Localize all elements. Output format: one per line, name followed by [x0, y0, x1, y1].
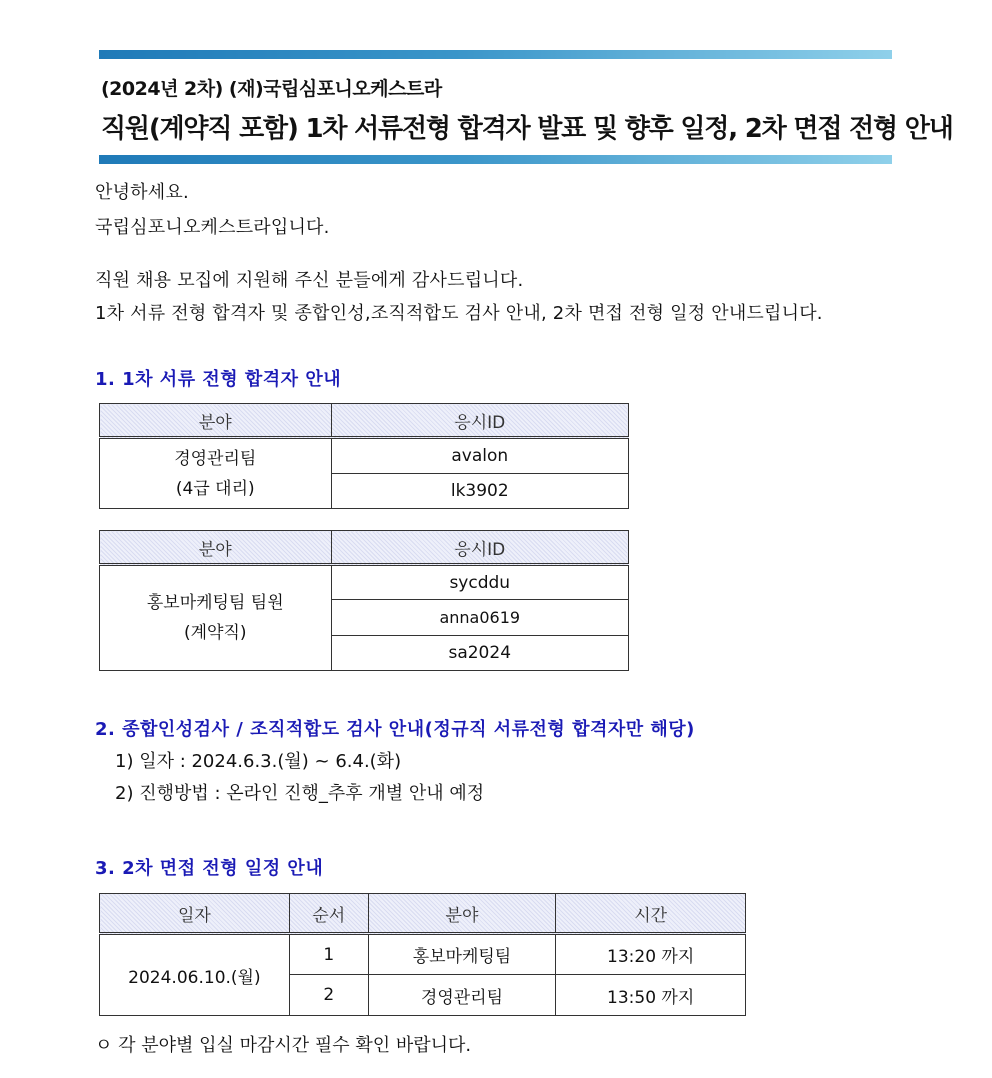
field-grade: (4급 대리) — [175, 478, 255, 499]
greeting-line-2: 국립심포니오케스트라입니다. — [95, 217, 330, 238]
interview-date: 2024.06.10.(월) — [100, 934, 290, 1016]
column-header-time: 시간 — [556, 894, 746, 934]
column-header-field: 분야 — [100, 404, 332, 438]
column-header-id: 응시ID — [331, 531, 629, 565]
interview-order: 2 — [289, 975, 368, 1016]
interview-order: 1 — [289, 934, 368, 975]
interview-schedule-table — [99, 893, 746, 1016]
interview-field: 홍보마케팅팀 — [368, 934, 556, 975]
test-method-item: 2) 진행방법 : 온라인 진행_추후 개별 안내 예정 — [115, 783, 485, 804]
column-header-date: 일자 — [100, 894, 290, 934]
interview-time: 13:50 까지 — [556, 975, 746, 1016]
header-subtitle: (2024년 2차) (재)국립심포니오케스트라 — [101, 78, 442, 100]
field-cell — [100, 565, 332, 671]
header-top-bar — [99, 50, 892, 59]
applicant-id: sa2024 — [331, 636, 629, 671]
field-grade: (계약직) — [183, 623, 247, 643]
column-header-id: 응시ID — [331, 404, 628, 438]
interview-time: 13:20 까지 — [556, 934, 746, 975]
interview-field: 경영관리팀 — [368, 975, 556, 1016]
applicant-id: sycddu — [331, 565, 629, 600]
applicant-id: avalon — [331, 438, 628, 474]
greeting-line-1: 안녕하세요. — [95, 182, 189, 203]
section3-heading: 3. 2차 면접 전형 일정 안내 — [95, 858, 324, 879]
page-title: 직원(계약직 포함) 1차 서류전형 합격자 발표 및 향후 일정, 2차 면접 전형 안내 — [101, 114, 953, 144]
field-name: 경영관리팀 — [174, 448, 257, 469]
applicant-id: anna0619 — [331, 600, 629, 636]
field-name: 홍보마케팅팀 팀원 — [146, 593, 284, 613]
pass-table-management — [99, 403, 629, 509]
column-header-field: 분야 — [368, 894, 556, 934]
section1-heading: 1. 1차 서류 전형 합격자 안내 — [95, 369, 342, 390]
intro-line-2: 1차 서류 전형 합격자 및 종합인성,조직적합도 검사 안내, 2차 면접 전형 일정 안내드립니다. — [95, 303, 823, 324]
column-header-order: 순서 — [289, 894, 368, 934]
entry-deadline-note: ㅇ 각 분야별 입실 마감시간 필수 확인 바랍니다. — [95, 1035, 472, 1056]
applicant-id: lk3902 — [331, 474, 628, 509]
pass-table-marketing — [99, 530, 629, 671]
header-bottom-bar — [99, 155, 892, 164]
section2-heading: 2. 종합인성검사 / 조직적합도 검사 안내(정규직 서류전형 합격자만 해당) — [95, 719, 695, 740]
column-header-field: 분야 — [100, 531, 332, 565]
test-date-item: 1) 일자 : 2024.6.3.(월) ~ 6.4.(화) — [115, 751, 402, 772]
field-cell — [100, 438, 332, 509]
intro-line-1: 직원 채용 모집에 지원해 주신 분들에게 감사드립니다. — [95, 270, 524, 291]
